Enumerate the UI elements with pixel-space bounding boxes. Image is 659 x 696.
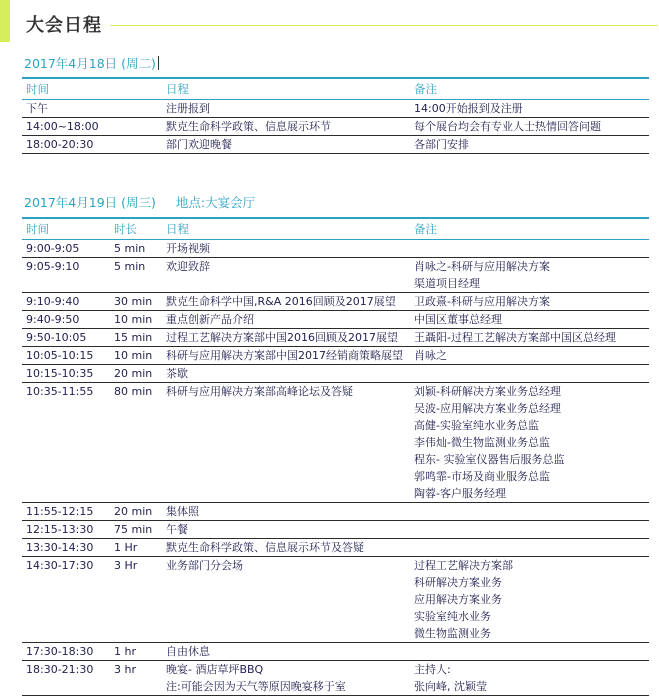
cell-note xyxy=(414,383,564,502)
table-row xyxy=(22,293,649,311)
cell-event xyxy=(166,240,210,257)
cell-line: 过程工艺解决方案部 xyxy=(414,559,513,572)
cell-time: 14:00~18:00 xyxy=(26,120,99,133)
cell-line: 欢迎致辞 xyxy=(166,260,210,273)
text-cursor xyxy=(158,56,159,70)
cell-line: 李伟灿-微生物监测业务总监 xyxy=(414,436,550,449)
cell-event xyxy=(166,329,398,346)
cell-line: 各部门安排 xyxy=(414,138,469,151)
day2-location: 地点:大宴会厅 xyxy=(175,195,256,210)
cell-dur: 10 min xyxy=(114,313,153,326)
cell-dur: 20 min xyxy=(114,505,153,518)
cell-line: 自由休息 xyxy=(166,645,210,658)
cell-line: 默克生命科学政策、信息展示环节及答疑 xyxy=(166,541,364,554)
table-header-row xyxy=(22,219,649,240)
cell-time: 12:15-13:30 xyxy=(26,523,94,536)
day2-date: 2017年4月19日 (周三) xyxy=(24,195,156,210)
cell-dur: 1 hr xyxy=(114,645,136,658)
cell-time: 9:50-10:05 xyxy=(26,331,87,344)
cell-note xyxy=(414,100,523,117)
title-underline xyxy=(110,25,658,26)
cell-line: 刘颖-科研解决方案业务总经理 xyxy=(414,385,561,398)
cell-line: 默克生命科学政策、信息展示环节 xyxy=(166,120,331,133)
cell-line: 重点创新产品介绍 xyxy=(166,313,254,326)
cell-line: 王聶阳-过程工艺解决方案部中国区总经理 xyxy=(414,331,616,344)
cell-note xyxy=(414,347,447,364)
table-row xyxy=(22,661,649,696)
table-row xyxy=(22,118,649,136)
cell-line: 主持人: xyxy=(414,663,451,676)
table-row xyxy=(22,100,649,118)
column-header-duration: 时长 xyxy=(114,222,137,236)
cell-line: 高健-实验室纯水业务总监 xyxy=(414,419,539,432)
cell-line: 陶蓉-客户服务经理 xyxy=(414,487,506,500)
cell-event xyxy=(166,136,232,153)
cell-line: 默克生命科学中国,R&A 2016回顾及2017展望 xyxy=(166,295,396,308)
cell-time: 11:55-12:15 xyxy=(26,505,94,518)
cell-line: 14:00开始报到及注册 xyxy=(414,102,523,115)
cell-line: 卫政熹-科研与应用解决方案 xyxy=(414,295,550,308)
cell-event xyxy=(166,383,353,400)
cell-time: 9:10-9:40 xyxy=(26,295,80,308)
day2-title xyxy=(24,195,255,211)
cell-dur: 5 min xyxy=(114,242,146,255)
column-header-time: 时间 xyxy=(26,222,49,236)
column-header-note: 备注 xyxy=(414,82,437,96)
cell-line: 郭鸣霏-市场及商业服务总监 xyxy=(414,470,550,483)
column-header-event: 日程 xyxy=(166,222,189,236)
day1-title xyxy=(24,56,159,72)
cell-line: 午餐 xyxy=(166,523,188,536)
cell-dur: 30 min xyxy=(114,295,153,308)
cell-line: 科研与应用解决方案部中国2017经销商策略展望 xyxy=(166,349,403,362)
cell-time: 17:30-18:30 xyxy=(26,645,94,658)
day2-schedule-table xyxy=(22,217,649,696)
cell-time: 13:30-14:30 xyxy=(26,541,94,554)
cell-dur: 75 min xyxy=(114,523,153,536)
cell-line: 部门欢迎晚餐 xyxy=(166,138,232,151)
cell-dur: 5 min xyxy=(114,260,146,273)
cell-time: 14:30-17:30 xyxy=(26,559,94,572)
cell-event xyxy=(166,258,210,275)
cell-event xyxy=(166,521,188,538)
table-header-row xyxy=(22,79,649,100)
cell-line: 茶歇 xyxy=(166,367,188,380)
cell-line: 晚宴- 酒店草坪BBQ xyxy=(166,663,264,676)
cell-time: 9:40-9:50 xyxy=(26,313,80,326)
cell-dur: 15 min xyxy=(114,331,153,344)
cell-line: 每个展台均会有专业人士热情回答问题 xyxy=(414,120,601,133)
cell-event xyxy=(166,557,243,574)
cell-note xyxy=(414,118,601,135)
cell-event xyxy=(166,100,210,117)
cell-line: 注册报到 xyxy=(166,102,210,115)
cell-line: 张向峰, 沈颖莹 xyxy=(414,680,487,693)
cell-event xyxy=(166,661,346,695)
table-row xyxy=(22,311,649,329)
table-body xyxy=(22,100,649,154)
cell-time: 9:05-9:10 xyxy=(26,260,80,273)
table-row xyxy=(22,503,649,521)
cell-event xyxy=(166,311,254,328)
column-header-event: 日程 xyxy=(166,82,189,96)
cell-line: 肖咏之 xyxy=(414,349,447,362)
cell-time: 18:00-20:30 xyxy=(26,138,94,151)
cell-time: 18:30-21:30 xyxy=(26,663,94,676)
table-row xyxy=(22,240,649,258)
cell-note xyxy=(414,557,513,642)
table-row xyxy=(22,521,649,539)
cell-dur: 20 min xyxy=(114,367,153,380)
cell-time: 10:35-11:55 xyxy=(26,385,94,398)
cell-line: 中国区董事总经理 xyxy=(414,313,502,326)
table-row xyxy=(22,539,649,557)
cell-line: 科研与应用解决方案部高峰论坛及答疑 xyxy=(166,385,353,398)
cell-line: 过程工艺解决方案部中国2016回顾及2017展望 xyxy=(166,331,398,344)
cell-line: 开场视频 xyxy=(166,242,210,255)
cell-dur: 1 Hr xyxy=(114,541,138,554)
cell-note xyxy=(414,136,469,153)
cell-time: 下午 xyxy=(26,102,48,115)
cell-line: 吴波-应用解决方案业务总经理 xyxy=(414,402,561,415)
table-row xyxy=(22,557,649,643)
cell-dur: 3 Hr xyxy=(114,559,138,572)
cell-dur: 3 hr xyxy=(114,663,136,676)
cell-dur: 10 min xyxy=(114,349,153,362)
cell-note xyxy=(414,329,616,346)
table-row xyxy=(22,136,649,154)
cell-line: 渠道项目经理 xyxy=(414,277,480,290)
table-row xyxy=(22,258,649,293)
cell-line: 应用解决方案业务 xyxy=(414,593,502,606)
cell-line: 肖咏之-科研与应用解决方案 xyxy=(414,260,550,273)
cell-time: 9:00-9:05 xyxy=(26,242,80,255)
table-row xyxy=(22,347,649,365)
table-row xyxy=(22,365,649,383)
cell-line: 注:可能会因为天气等原因晚宴移于室 xyxy=(166,680,346,693)
cell-event xyxy=(166,503,199,520)
column-header-note: 备注 xyxy=(414,222,437,236)
cell-line: 实验室纯水业务 xyxy=(414,610,491,623)
cell-event xyxy=(166,539,364,556)
cell-note xyxy=(414,661,487,695)
table-body xyxy=(22,240,649,696)
cell-time: 10:05-10:15 xyxy=(26,349,94,362)
cell-time: 10:15-10:35 xyxy=(26,367,94,380)
table-row xyxy=(22,329,649,347)
page-title: 大会日程 xyxy=(26,15,102,36)
cell-line: 业务部门分会场 xyxy=(166,559,243,572)
cell-event xyxy=(166,365,188,382)
cell-line: 集体照 xyxy=(166,505,199,518)
page-header xyxy=(0,0,659,40)
cell-event xyxy=(166,118,331,135)
cell-note xyxy=(414,258,550,292)
cell-event xyxy=(166,347,403,364)
cell-event xyxy=(166,293,396,310)
cell-line: 程东- 实验室仪器售后服务总监 xyxy=(414,453,565,466)
column-header-time: 时间 xyxy=(26,82,49,96)
cell-event xyxy=(166,643,210,660)
day1-schedule-table xyxy=(22,77,649,154)
table-row xyxy=(22,643,649,661)
cell-note xyxy=(414,293,550,310)
cell-dur: 80 min xyxy=(114,385,153,398)
cell-line: 科研解决方案业务 xyxy=(414,576,502,589)
cell-note xyxy=(414,311,502,328)
table-row xyxy=(22,383,649,503)
day1-date: 2017年4月18日 (周二) xyxy=(24,56,156,71)
accent-bar xyxy=(0,0,10,42)
cell-line: 微生物监测业务 xyxy=(414,627,491,640)
